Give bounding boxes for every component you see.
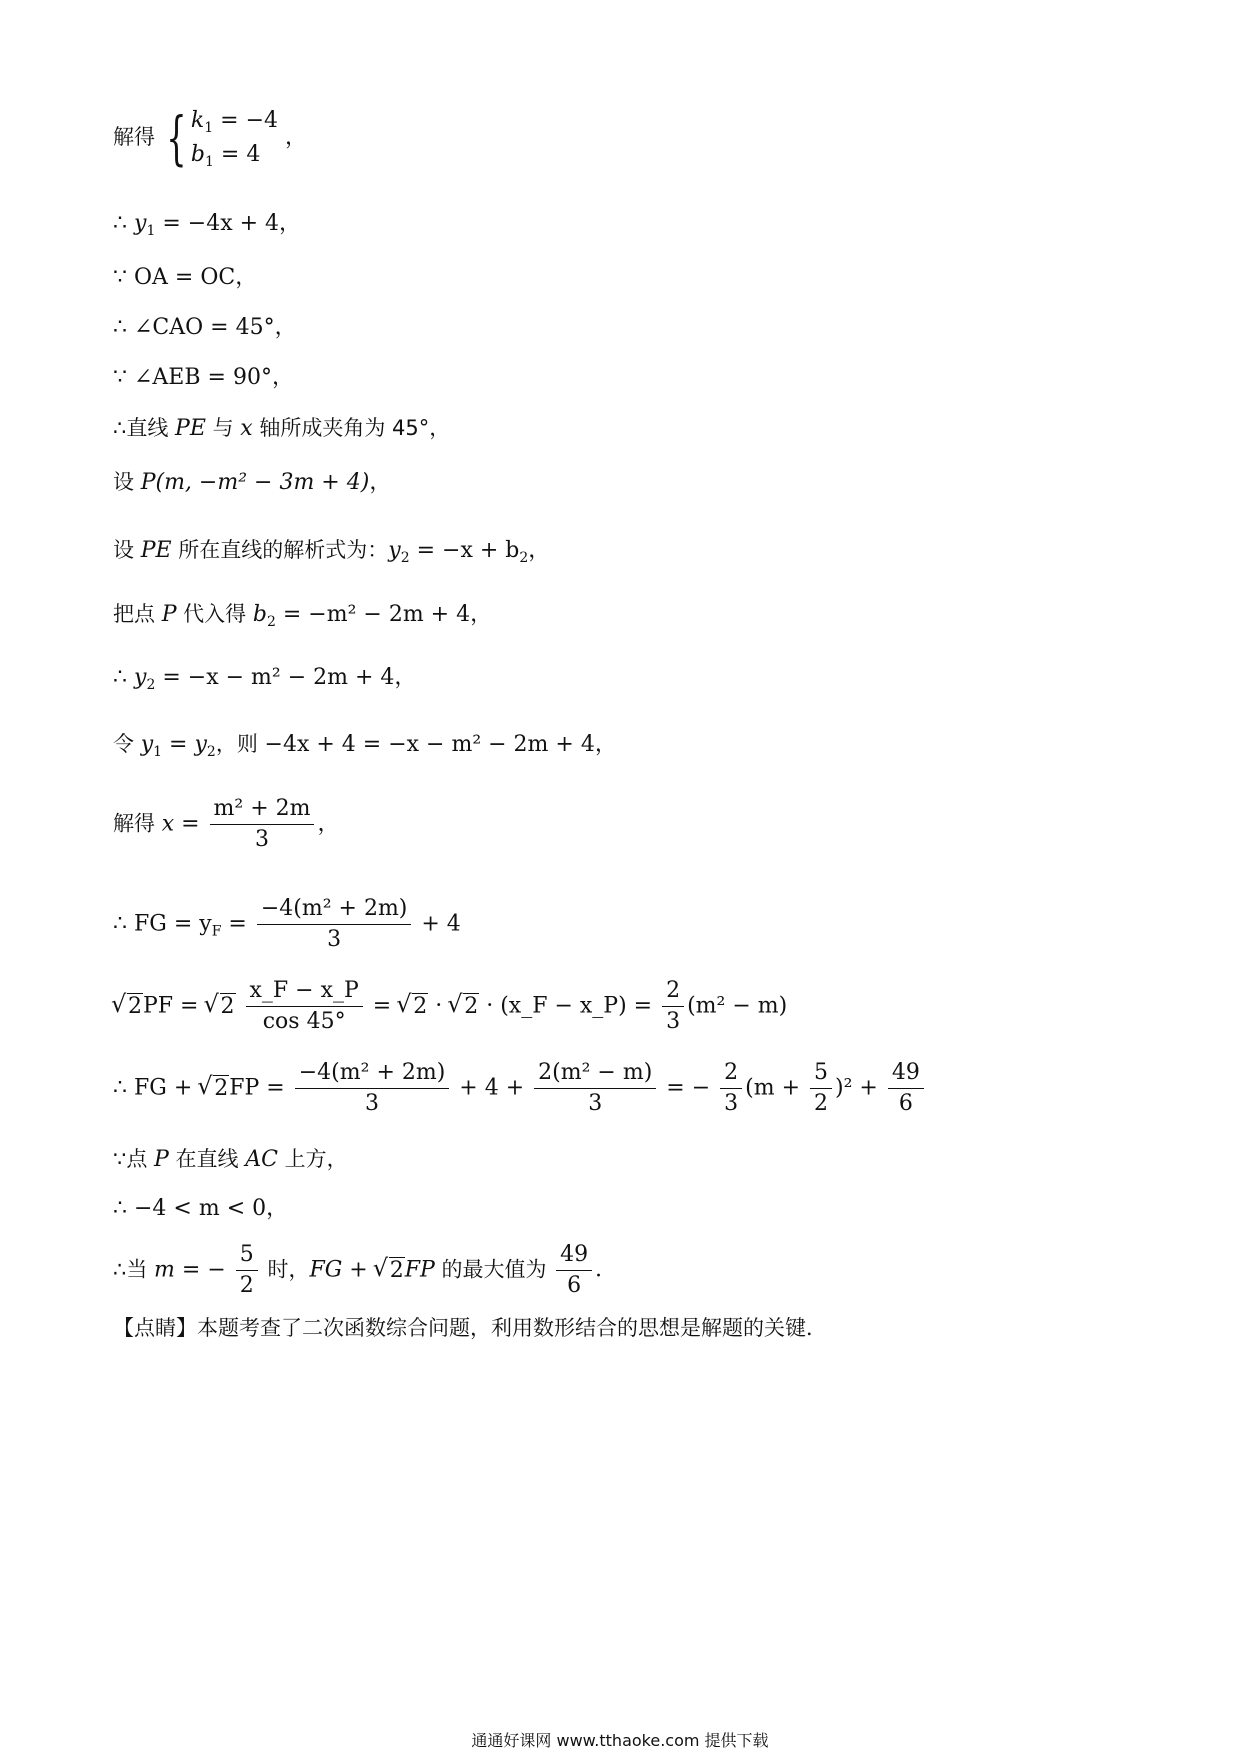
sqrt-sign: √ 2 [449, 991, 479, 1023]
sqrt-sign: √ 2 [375, 1255, 405, 1287]
fraction: $\frac{\text{−4(m² + 2m)}}{3}$ [257, 894, 412, 955]
step-p-above-ac: ∵点 P 在直线 AC 上方， [113, 1147, 348, 1172]
fraction: $\frac{5}{2}$ [810, 1058, 832, 1119]
step-fg: ∴ FG = $y_F$ = $\frac{\text{−4(m² + 2m)}}{3}$ + 4 [113, 894, 461, 955]
step-solve-x: 解得 x = $\frac{\text{m² + 2m}}{3}$ ， [113, 794, 340, 855]
step-oa-oc: ∵ OA = OC， [113, 265, 258, 290]
fraction: $\frac{\text{−4(m² + 2m)}}{3}$ [295, 1058, 450, 1119]
step-pe-equation: 设 PE 所在直线的解析式为：$y_2 = -x + b_2$， [113, 538, 551, 566]
sqrt-sign: √ 2 [113, 991, 143, 1023]
step-angle-aeb: ∵ ∠AEB = 90°， [113, 365, 294, 390]
fraction: $\frac{2}{3}$ [662, 976, 684, 1037]
fraction: $\frac{49}{6}$ [556, 1240, 592, 1301]
key-point-note: 【点睛】本题考查了二次函数综合问题，利用数形结合的思想是解题的关键． [113, 1316, 827, 1340]
step-fg-plus-fp: ∴ FG + √ 2FP = $\frac{\text{−4(m² + 2m)}}{3}$ + 4 + $\frac{\text{2(m² − m)}}{3}$ = − $\frac{2}{3}$ (m + $\frac{5}{2}$ )² + $\frac{49}{6}$ [113, 1058, 927, 1119]
step-substitute-p: 把点 P 代入得 $b_2 = -m^2 - 2m + 4$， [113, 602, 493, 630]
step-set-p: 设 P(m, −m² − 3m + 4)， [113, 470, 392, 495]
sqrt-sign: √ 2 [398, 991, 428, 1023]
fraction: $\frac{49}{6}$ [888, 1058, 924, 1119]
step-line-pe-angle: ∴直线 PE 与 x 轴所成夹角为 45°， [113, 416, 451, 441]
left-brace-icon: { [166, 104, 187, 172]
page-footer: 通通好课网 www.tthaoke.com 提供下载 [471, 1731, 769, 1750]
fraction: $\frac{2}{3}$ [720, 1058, 742, 1119]
fraction: $\frac{x\_F - x\_P}{\cos 45^\circ}$ [246, 976, 363, 1037]
step-y1: ∴ $y_1 = -4x + 4$， [113, 211, 302, 239]
equation-system: { $k_1 = -4$ $b_1 = 4$ [166, 104, 279, 172]
sqrt-sign: √ 2 [199, 1073, 229, 1105]
step-equate: 令 $y_1 = y_2$，则 −4x + 4 = −x − m² − 2m + 4， [113, 732, 617, 760]
fraction: $\frac{\text{2(m² − m)}}{3}$ [534, 1058, 656, 1119]
step-m-range: ∴ −4 < m < 0， [113, 1196, 289, 1221]
sqrt-sign: √ 2 [206, 991, 236, 1023]
fraction: $\frac{5}{2}$ [236, 1240, 258, 1301]
step-pf: √ 2PF = √ 2 $\frac{x\_F - x\_P}{\cos 45^\circ}$ = √ 2 · √ 2 · (x_F − x_P) = $\frac{2}{3}$ (m² − m) [113, 976, 787, 1037]
step-y2: ∴ $y_2 = -x - m^2 - 2m + 4$， [113, 665, 417, 693]
step-max-value: ∴当 m = − $\frac{5}{2}$ 时，FG + √ 2FP 的最大值为 $\frac{49}{6}$ ． [113, 1240, 617, 1301]
step-angle-cao: ∴ ∠CAO = 45°， [113, 315, 297, 340]
fraction: $\frac{\text{m² + 2m}}{3}$ [210, 794, 315, 855]
step-solve-system: 解得 { $k_1 = -4$ $b_1 = 4$ ， [113, 104, 308, 172]
